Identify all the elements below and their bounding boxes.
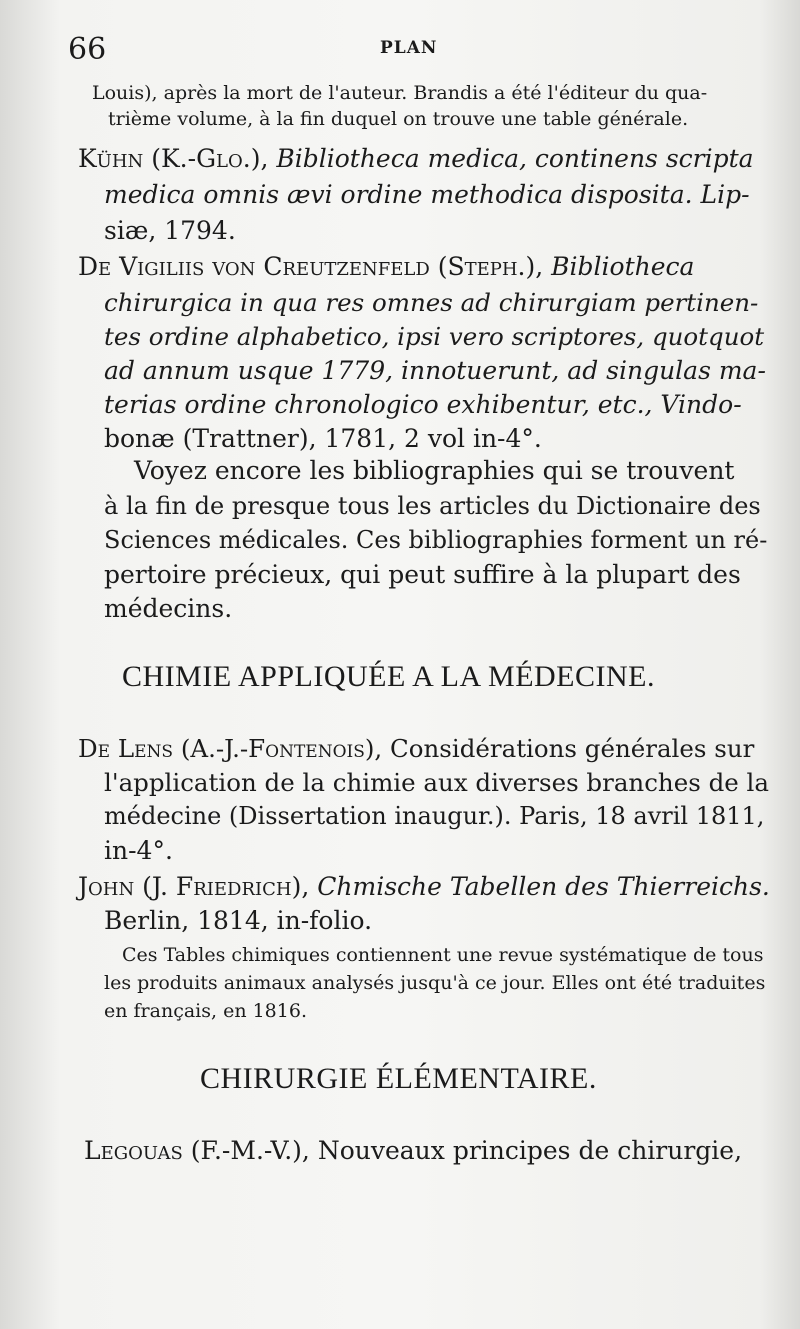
text-line: l'application de la chimie aux diverses branches de la	[104, 768, 769, 797]
section-heading: CHIRURGIE ÉLÉMENTAIRE.	[200, 1062, 597, 1095]
entry-author: De Lens (A.-J.-Fontenois),	[78, 734, 383, 763]
entry-title: Considérations générales sur	[390, 734, 755, 763]
entry-author: John (J. Friedrich),	[78, 872, 310, 901]
text-line: tes ordine alphabetico, ipsi vero scriptores, quotquot	[104, 322, 765, 351]
text-line: Ces Tables chimiques contiennent une revue systématique de tous	[122, 944, 764, 966]
text-line: pertoire précieux, qui peut suffire à la plupart des	[104, 560, 741, 589]
text-line: Louis), après la mort de l'auteur. Brandis a été l'éditeur du qua-	[92, 82, 708, 104]
entry-title: Chmische Tabellen des Thierreichs.	[317, 872, 770, 901]
text-line: ad annum usque 1779, innotuerunt, ad singulas ma-	[104, 356, 766, 385]
entry-title: Nouveaux principes de chirurgie,	[317, 1136, 743, 1165]
text-line: terias ordine chronologico exhibentur, etc., Vindo-	[104, 390, 742, 419]
text-line: en français, en 1816.	[104, 1000, 307, 1022]
page-header	[68, 32, 760, 72]
entry-author: De Vigiliis von Creutzenfeld (Steph.),	[78, 252, 544, 281]
text-line: Voyez encore les bibliographies qui se trouvent	[134, 456, 735, 485]
page-number: 66	[68, 32, 107, 67]
entry-title: Bibliotheca medica, continens scripta	[276, 144, 754, 173]
section-heading: CHIMIE APPLIQUÉE A LA MÉDECINE.	[122, 660, 655, 693]
text-line: à la fin de presque tous les articles du Dictionaire des	[104, 492, 761, 520]
text-line: Sciences médicales. Ces bibliographies forment un ré-	[104, 526, 768, 554]
entry-author: Kühn (K.-Glo.),	[78, 144, 269, 173]
text-line: médecine (Dissertation inaugur.). Paris, 18 avril 1811,	[104, 802, 765, 830]
text-line: medica omnis ævi ordine methodica disposita. Lip-	[104, 180, 750, 209]
text-line: médecins.	[104, 594, 233, 623]
text-line: trième volume, à la fin duquel on trouve une table générale.	[108, 108, 689, 130]
text-line: siæ, 1794.	[104, 216, 236, 245]
text-line: chirurgica in qua res omnes ad chirurgiam pertinen-	[104, 288, 759, 317]
text-line: in-4°.	[104, 836, 173, 865]
text-line: bonæ (Trattner), 1781, 2 vol in-4°.	[104, 424, 542, 453]
text-line: Berlin, 1814, in-folio.	[104, 906, 373, 935]
entry-author: Legouas (F.-M.-V.),	[84, 1136, 310, 1165]
text-line: les produits animaux analysés jusqu'à ce jour. Elles ont été traduites	[104, 972, 766, 994]
entry-title: Bibliotheca	[551, 252, 695, 281]
running-title: PLAN	[380, 38, 438, 58]
